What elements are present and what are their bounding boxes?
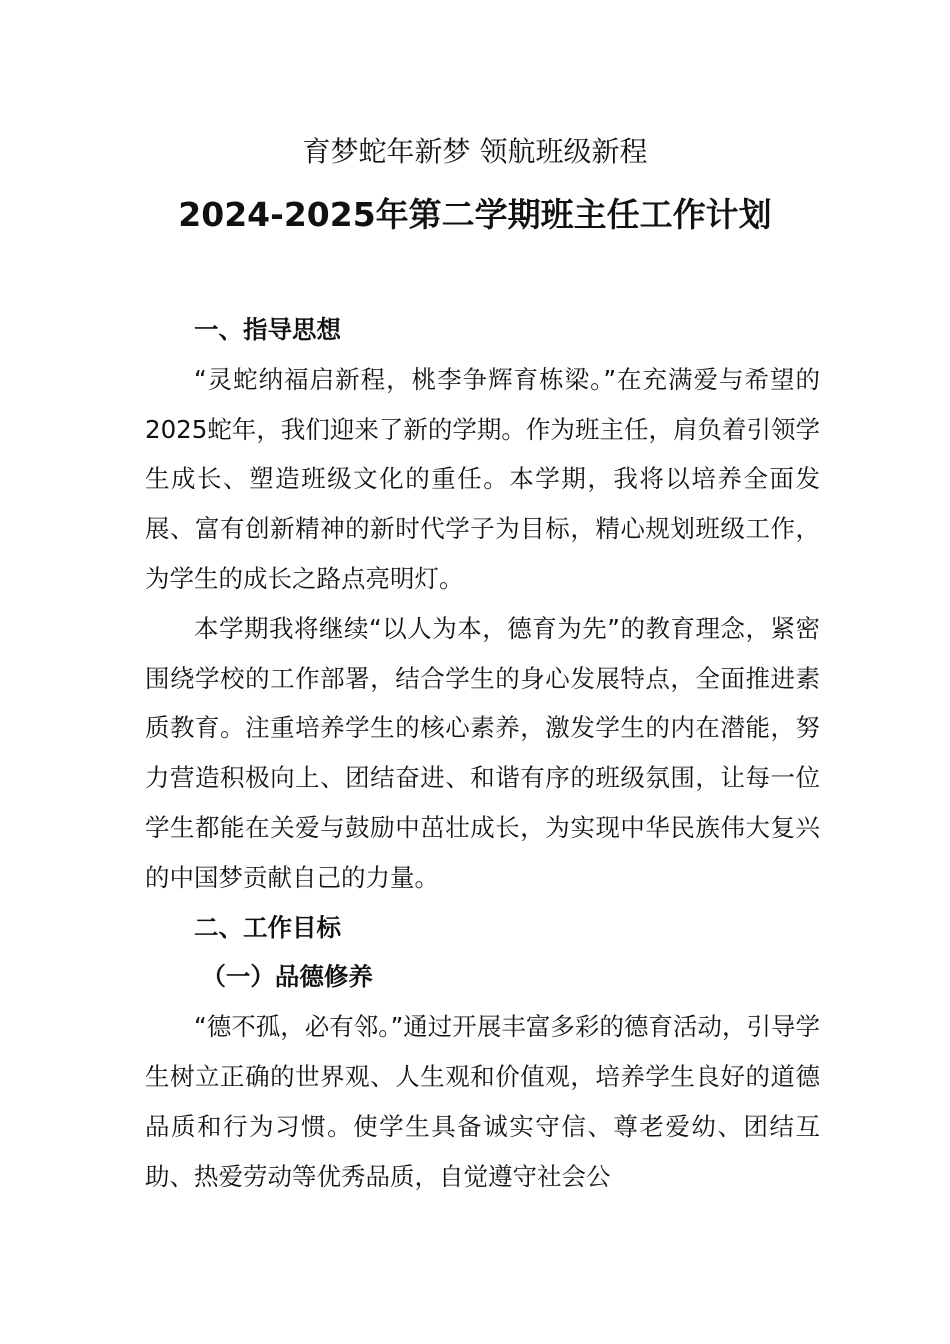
subsection-heading-moral-cultivation: （一）品德修养 xyxy=(201,962,373,992)
section-heading-guiding-ideology: 一、指导思想 xyxy=(194,315,341,344)
document-subtitle: 育梦蛇年新梦 领航班级新程 xyxy=(302,135,648,168)
paragraph: “灵蛇纳福启新程，桃李争辉育栋梁。”在充满爱与希望的2025蛇年，我们迎来了新的学期。作为班主任，肩负着引领学生成长、塑造班级文化的重任。本学期，我将以培养全面发展、富有创新精神的新时代学子为目标，精心规划班级工作，为学生的成长之路点亮明灯。 xyxy=(145,364,820,593)
document-body xyxy=(145,305,820,1201)
document-title: 2024-2025年第二学期班主任工作计划 xyxy=(178,195,772,234)
section-heading-work-goals: 二、工作目标 xyxy=(194,912,341,942)
paragraph: 本学期我将继续“以人为本，德育为先”的教育理念，紧密围绕学校的工作部署，结合学生的身心发展特点，全面推进素质教育。注重培养学生的核心素养，激发学生的内在潜能，努力营造积极向上、团结奋进、和谐有序的班级氛围，让每一位学生都能在关爱与鼓励中茁壮成长，为实现中华民族伟大复兴的中国梦贡献自己的力量。 xyxy=(145,613,820,892)
paragraph: “德不孤，必有邻。”通过开展丰富多彩的德育活动，引导学生树立正确的世界观、人生观和价值观，培养学生良好的道德品质和行为习惯。使学生具备诚实守信、尊老爱幼、团结互助、热爱劳动等优秀品质，自觉遵守社会公 xyxy=(145,1012,820,1191)
